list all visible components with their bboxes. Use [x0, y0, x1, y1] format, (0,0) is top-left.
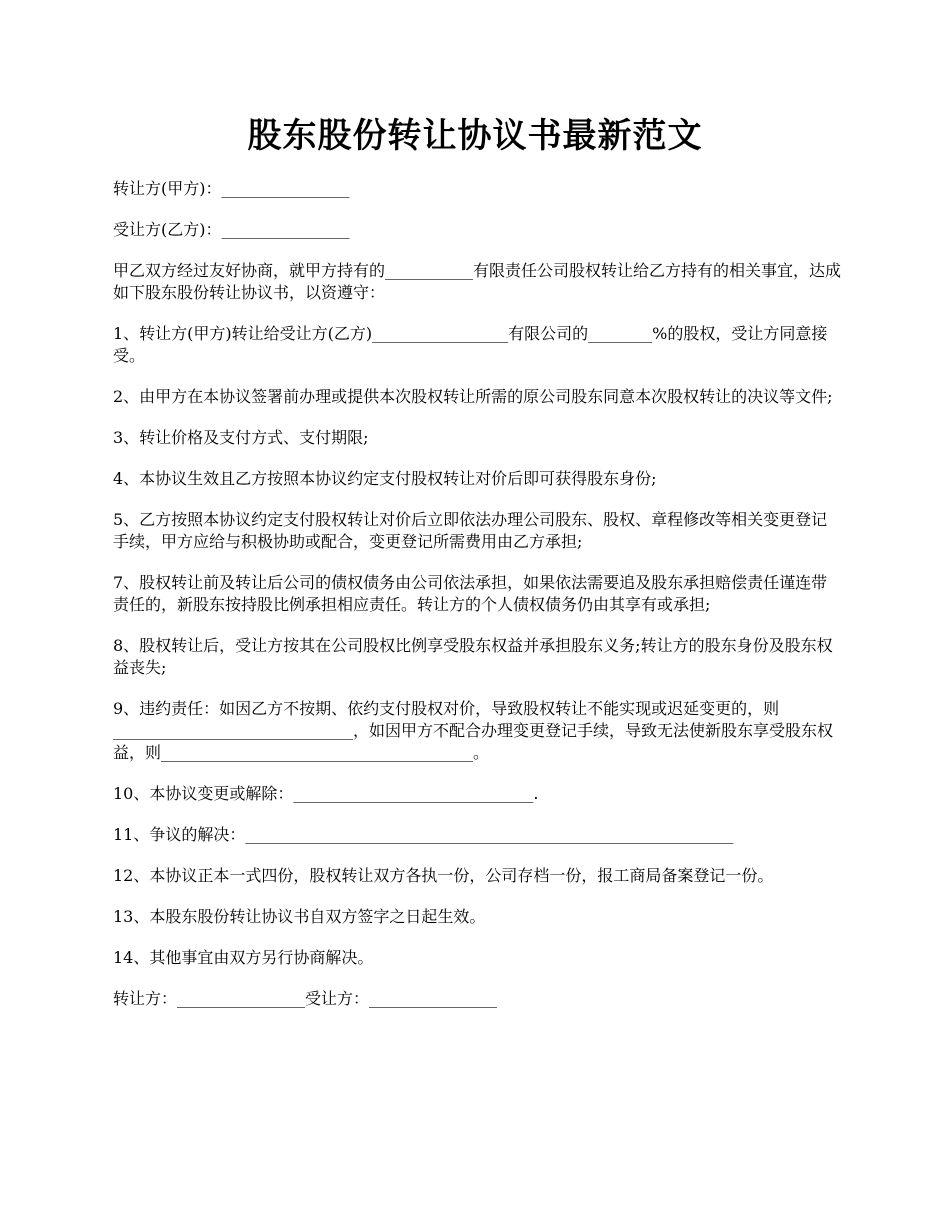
clause-7: 7、股权转让前及转让后公司的债权债务由公司依法承担，如果依法需要追及股东承担赔偿责任谨连带责任的，新股东按持股比例承担相应责任。转让方的个人债权债务仍由其享有或承担; [113, 573, 828, 614]
clause-9: 9、违约责任：如因乙方不按期、依约支付股权对价，导致股权转让不能实现或迟延变更的，则______________________________，如因甲方不配合办理变更登记手续，导致无法使新股东享受股东权益，则_______________________________________。 [113, 699, 834, 762]
transferee-line: 受让方(乙方)：________________ [113, 220, 350, 239]
transferor-line: 转让方(甲方)：________________ [113, 179, 350, 198]
clause-4: 4、本协议生效且乙方按照本协议约定支付股权转让对价后即可获得股东身份; [113, 469, 657, 488]
clause-13: 13、本股东股份转让协议书自双方签字之日起生效。 [113, 907, 486, 926]
clause-2: 2、由甲方在本协议签署前办理或提供本次股权转让所需的原公司股东同意本次股权转让的决议等文件; [113, 387, 833, 406]
clause-3: 3、转让价格及支付方式、支付期限; [113, 428, 369, 447]
clause-5: 5、乙方按照本协议约定支付股权转让对价后立即依法办理公司股东、股权、章程修改等相关变更登记手续，甲方应给与积极协助或配合，变更登记所需费用由乙方承担; [113, 510, 828, 551]
preamble-paragraph: 甲乙双方经过友好协商，就甲方持有的___________有限责任公司股权转让给乙方持有的相关事宜，达成如下股东股份转让协议书，以资遵守： [113, 261, 842, 302]
clause-14: 14、其他事宜由双方另行协商解决。 [113, 948, 374, 967]
clause-12: 12、本协议正本一式四份，股权转让双方各执一份，公司存档一份，报工商局备案登记一份。 [113, 866, 774, 885]
document-title: 股东股份转让协议书最新范文 [247, 116, 703, 156]
clause-1: 1、转让方(甲方)转让给受让方(乙方)_________________有限公司的________%的股权，受让方同意接受。 [113, 324, 828, 365]
clause-8: 8、股权转让后，受让方按其在公司股权比例享受股东权益并承担股东义务;转让方的股东身份及股东权益丧失; [113, 636, 833, 677]
clause-11: 11、争议的解决：_____________________________________________________________ [113, 825, 734, 844]
document-body [113, 178, 843, 1029]
clause-10: 10、本协议变更或解除：______________________________. [113, 784, 539, 803]
signature-line: 转让方：________________受让方：________________ [113, 989, 498, 1008]
